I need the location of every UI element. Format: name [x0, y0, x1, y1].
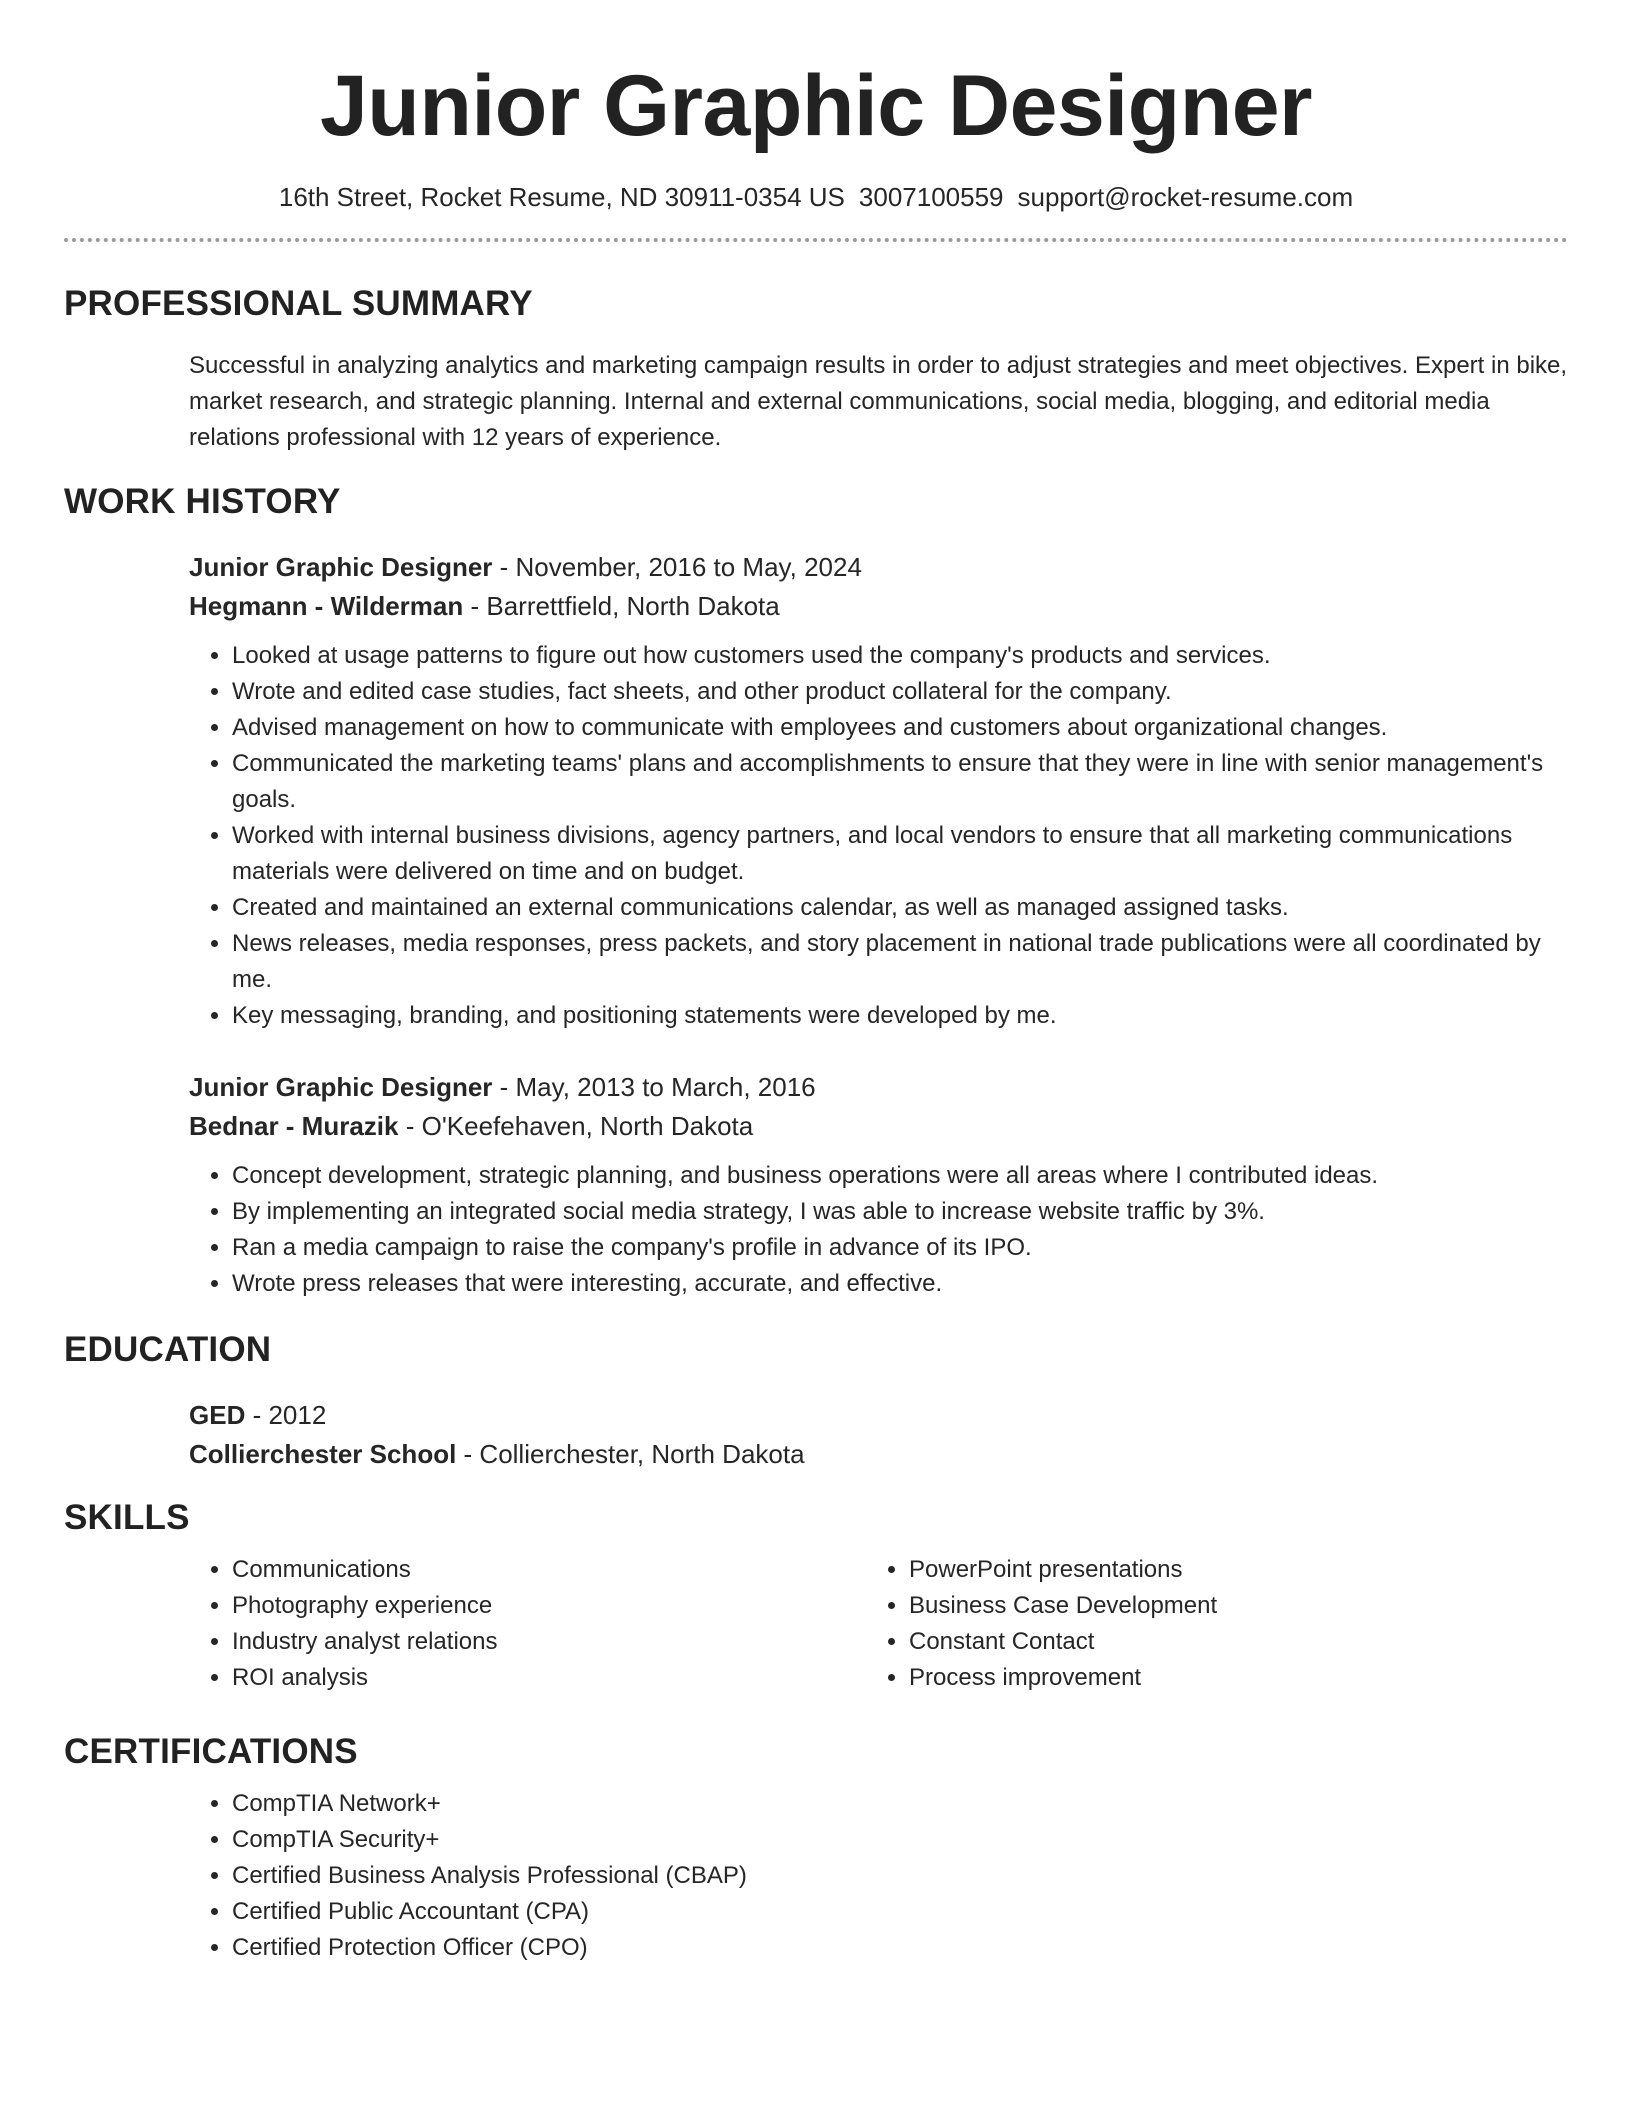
list-item: • By implementing an integrated social media strategy, I was able to increase website traffic by 3%.: [232, 1194, 1568, 1230]
list-item: • Wrote press releases that were interesting, accurate, and effective.: [232, 1266, 1568, 1302]
education-degree-line: [189, 1396, 1568, 1435]
education-heading: EDUCATION: [64, 1330, 272, 1369]
job-dates: - May, 2013 to March, 2016: [492, 1072, 816, 1102]
job-company-line: [189, 587, 1568, 626]
summary-section: [64, 282, 1568, 456]
list-item: • Advised management on how to communicate with employees and customers about organizational changes.: [232, 710, 1568, 746]
certifications-heading: CERTIFICATIONS: [64, 1732, 358, 1771]
summary-heading: PROFESSIONAL SUMMARY: [64, 284, 533, 323]
list-item: • Certified Business Analysis Professional (CBAP): [232, 1858, 1568, 1894]
job-company: Bednar - Murazik: [189, 1111, 399, 1141]
list-item: • News releases, media responses, press packets, and story placement in national trade publications were all coordinated by me.: [232, 926, 1568, 998]
job-title-line: [189, 1068, 1568, 1107]
job-bullet-list: [189, 638, 1568, 1034]
education-section: [64, 1328, 1568, 1474]
list-item: • Communications: [232, 1552, 866, 1588]
contact-line: [64, 180, 1568, 214]
skills-column-left: [189, 1552, 866, 1696]
contact-address: 16th Street, Rocket Resume, ND 30911-0354 US: [278, 182, 845, 212]
list-item: • CompTIA Network+: [232, 1786, 1568, 1822]
header-divider: [64, 238, 1568, 242]
list-item: • Communicated the marketing teams' plans and accomplishments to ensure that they were in line with senior management's goals.: [232, 746, 1568, 818]
job-entry: [189, 1068, 1568, 1302]
list-item: • Wrote and edited case studies, fact sheets, and other product collateral for the company.: [232, 674, 1568, 710]
skills-list: [189, 1552, 866, 1696]
list-item: • Ran a media campaign to raise the company's profile in advance of its IPO.: [232, 1230, 1568, 1266]
education-location: - Collierchester, North Dakota: [456, 1439, 805, 1469]
job-bullet-list: [189, 1158, 1568, 1302]
certifications-block: [189, 1786, 1568, 1966]
education-school: Collierchester School: [189, 1439, 457, 1469]
list-item: • Industry analyst relations: [232, 1624, 866, 1660]
job-entry: [189, 548, 1568, 1034]
job-company: Hegmann - Wilderman: [189, 591, 464, 621]
job-role: Junior Graphic Designer: [189, 1072, 493, 1102]
list-item: • Concept development, strategic planning, and business operations were all areas where I contributed ideas.: [232, 1158, 1568, 1194]
skills-grid: [189, 1552, 1568, 1696]
skills-list: [866, 1552, 1543, 1696]
job-company-line: [189, 1107, 1568, 1146]
education-entry: [189, 1396, 1568, 1474]
education-degree: GED: [189, 1400, 246, 1430]
job-title-line: [189, 548, 1568, 587]
list-item: • Business Case Development: [909, 1588, 1543, 1624]
skills-heading: SKILLS: [64, 1498, 190, 1537]
work-history-heading: WORK HISTORY: [64, 482, 341, 521]
certifications-list: [189, 1786, 1568, 1966]
job-location: - O'Keefehaven, North Dakota: [398, 1111, 754, 1141]
skills-section: [64, 1496, 1568, 1696]
summary-text: Successful in analyzing analytics and marketing campaign results in order to adjust strategies and meet objectives. Expert in bike, market research, and strategic planning. Internal and external communications, social media, blogging, and editorial media relations professional with 12 years of experience.: [189, 352, 1568, 451]
list-item: • Constant Contact: [909, 1624, 1543, 1660]
certifications-section: [64, 1730, 1568, 1966]
list-item: • ROI analysis: [232, 1660, 866, 1696]
contact-email: support@rocket-resume.com: [1017, 182, 1354, 212]
job-location: - Barrettfield, North Dakota: [463, 591, 780, 621]
skills-column-right: [866, 1552, 1543, 1696]
job-role: Junior Graphic Designer: [189, 552, 493, 582]
list-item: • Certified Public Accountant (CPA): [232, 1894, 1568, 1930]
education-school-line: [189, 1435, 1568, 1474]
education-year: - 2012: [245, 1400, 327, 1430]
list-item: • Photography experience: [232, 1588, 866, 1624]
resume-name: Junior Graphic Designer: [319, 58, 1313, 154]
list-item: • PowerPoint presentations: [909, 1552, 1543, 1588]
list-item: • Certified Protection Officer (CPO): [232, 1930, 1568, 1966]
list-item: • CompTIA Security+: [232, 1822, 1568, 1858]
list-item: • Created and maintained an external communications calendar, as well as managed assigned tasks.: [232, 890, 1568, 926]
job-dates: - November, 2016 to May, 2024: [492, 552, 862, 582]
list-item: • Key messaging, branding, and positioning statements were developed by me.: [232, 998, 1568, 1034]
list-item: • Worked with internal business divisions, agency partners, and local vendors to ensure that all marketing communications materials were delivered on time and on budget.: [232, 818, 1568, 890]
work-history-section: [64, 480, 1568, 1302]
list-item: • Looked at usage patterns to figure out how customers used the company's products and services.: [232, 638, 1568, 674]
list-item: • Process improvement: [909, 1660, 1543, 1696]
contact-phone: 3007100559: [858, 182, 1004, 212]
